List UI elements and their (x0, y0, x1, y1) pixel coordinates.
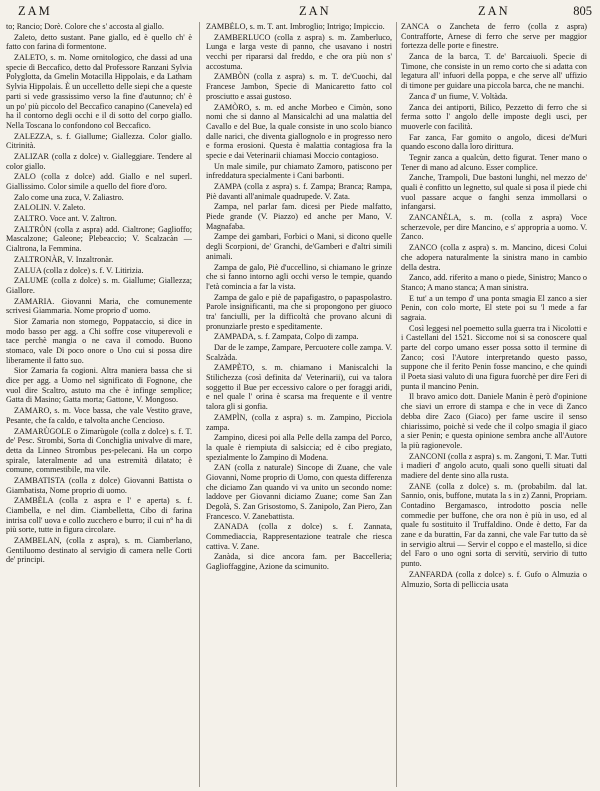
dictionary-entry: ZALUA (colla z dolce) s. f. V. Litirizia. (14, 265, 144, 275)
dictionary-entry: ZAMBÈLA (colla z aspra e l' e aperta) s. f. Ciambella, e nel dim. Ciambelletta, Cibo di farina intrisa coll' uova e collo zucchero e burro; il cui n° ha di più sorte, tutte in figura circolare. (6, 496, 192, 535)
dictionary-entry: Zanca de la barca, T. de' Barcaiuoli. Specie di Timone, che consiste in un remo corto che si adatta con legatura all' infuori della poppa, e che serve all' uffizio di timone per guidare una piccola barca, che ne manchi. (401, 52, 587, 91)
dictionary-entry: ZALOLIN. V. Zaleto. (14, 203, 86, 213)
dictionary-entry: ZAMBÈLO, s. m. T. ant. Imbroglio; Intrigo; Impiccio. (206, 22, 385, 31)
dictionary-entry: ZAMPÈTO, s. m. chiamano i Maniscalchi la Stilichezza (così definita da' Veterinarii), cui va talora soggetto il Bue per eccessivo calore o per foraggi aridi, e nel quale l' orina è scarsa ma frequente e il ventre talora gli si gonfia. (206, 363, 392, 412)
dictionary-entry: ZAMPADA, s. f. Zampata, Colpo di zampa. (214, 332, 359, 342)
dictionary-entry: ZAMARO, s. m. Voce bassa, che vale Vestito grave, Pesante, che fa caldo, e talvolta anche Cencioso. (6, 406, 192, 425)
header-right-word: ZAN (478, 4, 510, 18)
dictionary-entry: Zanca dei antiporti, Bilico, Pezzetto di ferro che si ferma sotto l' angolo delle imposte degli usci, per muoverle con facilità. (401, 102, 587, 131)
dictionary-entry: ZALTRO. Voce ant. V. Zaltron. (14, 214, 117, 224)
page-header (4, 2, 592, 22)
dictionary-entry: E tut' a un tempo d' una ponta smagia El zanco a sier Penin, con colo morte, El stete poi su 'l mede a far sagraia. (401, 293, 587, 322)
dictionary-entry: ZALIZAR (colla z dolce) v. Gialleggiare. Tendere al color giallo. (6, 151, 192, 171)
dictionary-entry: Così leggesi nel poemetto sulla guerra tra i Nicolotti e i Castellani del 1521. Siccome noi si sa conoscere qual parte del corpo umano esser possa sotto il termine di Zanco; così l'Autore interpretando questo passo, suppone che il ferito Penin fosse mancino, e che quindi il Poeta siasi valuto di una figura fuorchè per dire Feri di punta il mancino Penin. (401, 323, 587, 391)
dictionary-entry: Zanco, add. riferito a mano o piede, Sinistro; Manco o Stanco; A mano stanca; A man sinistra. (401, 273, 587, 292)
dictionary-entry: Far zanca, Far gomito o angolo, dicesi de'Muri quando escono dalla loro dirittura. (401, 132, 587, 152)
column-1 (6, 22, 192, 790)
dictionary-entry: Sior Zamaria fa cogioni. Altra maniera bassa che si dice per agg. a Uomo nel significato di Fognone, che vuol dire Scaltro, astuto ma che è infinge semplice; Gatta di Masino; Gatta morta; Gattone, V. Mongoso. (6, 366, 192, 405)
column-divider (199, 22, 200, 787)
dictionary-entry: ZALTRONÀR, V. Inzaltronàr. (14, 254, 114, 264)
dictionary-entry: ZAMBATISTA (colla z dolce) Giovanni Battista o Giambatista, Nome proprio di uomo. (6, 475, 192, 495)
dictionary-entry: Zaleto, detto sustant. Pane giallo, ed è quello ch' è fatto con farina di formentone. (6, 32, 192, 52)
dictionary-entry: ZALUME (colla z dolce) s. m. Giallume; Giallezza; Giallore. (6, 276, 192, 295)
dictionary-entry: Zanca d' un fiume, V. Voltàda. (409, 91, 508, 101)
dictionary-entry: ZALEZZA, s. f. Giallume; Giallezza. Color giallo. Citrinità. (6, 131, 192, 151)
dictionary-entry: ZANADA (colla z dolce) s. f. Zannata, Commediaccia, Rappresentazione teatrale che riesca cattiva. V. Zane. (206, 522, 392, 551)
dictionary-entry: ZANFARDA (colla z dolce) s. f. Gufo o Almuzia o Almuzio, Sorta di pelliccia usata (401, 569, 587, 589)
dictionary-entry: Zampino, dicesi poi alla Pelle della zampa del Porco, la quale è riempiuta di salsiccia; ed è cibo pregiato, spezialmente lo Zampino di Modena. (206, 433, 392, 462)
column-3 (401, 22, 587, 790)
dictionary-entry: ZAN (colla z naturale) Sincope di Zuane, che vale Giovanni, Nome proprio di Uomo, con questa differenza che diciamo Zan quando vi va unito un secondo nome: laddove per Giovanni diciamo Zuane; come San Zan Degolà, S. Zan Grisostomo, S. Zanipolo, Zan Piero, Zan Francesco. V. Zanebattista. (206, 463, 392, 521)
dictionary-entry: Zanche, Trampoli, Due bastoni lunghi, nel mezzo de' quali è confitto un legnetto, sul quale si posa il piede chi vuol passare acque o fanghi senza immollarsi o infangarsi. (401, 173, 587, 212)
dictionary-entry: ZAMBELAN, (colla z aspra), s. m. Ciamberlano, Gentiluomo destinato al servigio di camera nelle Corti de' principi. (6, 536, 192, 565)
column-2 (206, 22, 392, 790)
dictionary-entry: ZAMARÙGOLE o Zimarùgole (colla z dolce) s. f. T. de' Pesc. Strombi, Sorta di Conchiglia univalve di mare, detta da Linneo Strombus pes-pelecani. Ha un corpo spirale, lateralmente ad una estremità dilatato; è comune, commestibile, ma vile. (6, 426, 192, 475)
dictionary-entry: ZAMBERLUCO (colla z aspra) s. m. Zamberluco, Lunga e larga veste di panno, che usavano i nostri vecchi per ripararsi dal freddo, e che ora più non s' accostuma. (206, 32, 392, 71)
dictionary-entry: ZAMPÌN, (colla z aspra) s. m. Zampino, Picciola zampa. (206, 412, 392, 432)
dictionary-entry: ZALETO, s. m. Nome ornitologico, che dassi ad una specie di Beccafico, detto dal Professore Ranzani Sylvia Polyglotta, da Gmelin Motacilla Hippolais, e da Latham Sylvia Hippolais. È un uccelletto delle siepi che a queste parti si vede grassissimo verso la fine d'autunno; ch' è un po' più piccolo del Beccafico canapino (Canevela) ed ha il contorno degli occhi e il di sotto del corpo giallo. Nella Toscana lo confondono col Beccafico. (6, 53, 192, 130)
dictionary-entry: Il bravo amico dott. Daniele Manin è però d'opinione che siavi un errore di stampa e che in vece di Zanco debba dire Zaco (Giaco) per farne uscire il senso chiarissimo, poichè si vede che il colpo smagia il giaco a sier Penin; e questa opinione sembra anche all'Autore la più ragionevole. (401, 392, 587, 450)
header-left-word: ZAM (18, 4, 52, 18)
dictionary-entry: to; Rancio; Dorè. Colore che s' accosta al giallo. (6, 22, 164, 31)
dictionary-entry: ZANCA o Zancheta de ferro (colla z aspra) Contrafforte, Arnese di ferro che serve per maggior fortezza delle porte e finestre. (401, 22, 587, 51)
dictionary-entry: ZAMPA (colla z aspra) s. f. Zampa; Branca; Rampa, Piè davanti all'animale quadrupede. V. Zata. (206, 182, 392, 201)
dictionary-entry: ZANCANÈLA, s. m. (colla z aspra) Voce scherzevole, per dire Mancino, e s' appropria a uomo. V. Zanco. (401, 213, 587, 242)
header-center-word: ZAN (299, 4, 331, 18)
page-number: 805 (573, 4, 592, 18)
dictionary-entry: ZAMÒRO, s. m. ed anche Morbeo e Cimòn, sono nomi che si danno al Mansicalchi ad una malattia del Cavallo e del Bue, la quale consiste in uno scolo bianco dalle narici, che diventa giallognolo e in progresso nero e forma erosioni. Questa è malattia contagiosa fra la specie e dai Veterinarii chiamasi Moccio contagioso. (206, 102, 392, 160)
dictionary-entry: Zanàda, si dice ancora fam. per Baccelleria; Gaglioffaggine, Azione da scimunito. (206, 552, 392, 572)
dictionary-entry: ZANCONI (colla z aspra) s. m. Zangoni, T. Mar. Tutti i madieri d' angolo acuto, quali sono quelli situati dal madiere del dente sino alla rusta. (401, 451, 587, 480)
column-divider (396, 22, 397, 787)
dictionary-entry: ZAMBÒN (colla z aspra) s. m. T. de'Cuochi, dal Francese Jambon, Specie di Manicaretto fatto col prosciutto e assai gustoso. (206, 72, 392, 101)
dictionary-entry: Zampa de galo, Piè d'uccellino, si chiamano le grinze che si fanno intorno agli occhi verso le tempie, quando l'età comincia a far la vista. (206, 262, 392, 291)
dictionary-entry: Tegnir zanca a qualcùn, detto figurat. Tener mano o Tener di mano ad alcuno. Esser complice. (401, 152, 587, 172)
dictionary-entry: ZANE (colla z dolce) s. m. (probabilm. dal lat. Sannio, onis, buffone, mutata la s in z) Zanni, Propriam. Contadino Bergamasco, introdotto poscia nelle commedie per buffone, che ora non è più in uso, ed al quale fu sostituito il Truffaldino. Onde è detto, Far da zane e da burattin, Far da zanni, che vale Far tutto da sè in servigio altrui — Servir el coppo e el mastello, si dice del Faro o uno ogni sorta di servitù, servirio di tutto punto. (401, 481, 587, 569)
dictionary-entry: Zampe dei gambari, Forbici o Mani, si dicono quelle degli Scorpioni, de' Granchi, de'Gamberi e d'altri simili animali. (206, 232, 392, 261)
dictionary-entry: Un male simile, pur chiamato Zamoro, patiscono per infreddatura specialmente i Cani barbonti. (206, 161, 392, 181)
dictionary-entry: Dar de le zampe, Zampare, Percuotere colle zampa. V. Scalzàda. (206, 343, 392, 362)
dictionary-entry: ZAMARIA. Giovanni Maria, che comunemente scrivesi Giammaria. Nome proprio d' uomo. (6, 296, 192, 316)
dictionary-entry: Zalo come una zuca, V. Zaliastro. (14, 192, 124, 202)
dictionary-entry: Zampa, nel parlar fam. dicesi per Piede malfatto, Piede grande (V. Piazzo) ed anche per Mano, V. Magnafaba. (206, 202, 392, 231)
dictionary-entry: ZALO (colla z dolce) add. Giallo e nel superl. Giallissimo. Color simile a quello del fiore d'oro. (6, 172, 192, 191)
dictionary-entry: ZANCO (colla z aspra) s. m. Mancino, dicesi Colui che adopera naturalmente la sinistra mano in cambio della destra. (401, 243, 587, 272)
dictionary-entry: Sior Zamaria non stomego, Poppataccio, si dice in modo basso per agg. a Chi soffre cose vituperevoli e tace perchè mangia o ne cava il comodo. Buono stomaco, vale Di poco onore o Uno cui si possa dire liberamente il fatto suo. (6, 316, 192, 365)
dictionary-entry: ZALTRÒN (colla z aspra) add. Cialtrone; Gaglioffo; Mascalzone; Galeone; Plebeaccio; V. Scalzacàn — Cialtrona, la Femmina. (6, 224, 192, 254)
dictionary-entry: Zampa de galo e piè de papafigastro, o papaspolastro. Parole insignificanti, ma che si propongono per giuoco tra' fanciulli, per la difficoltà che provano alcuni di pronunziarle presto e speditamente. (206, 292, 392, 331)
